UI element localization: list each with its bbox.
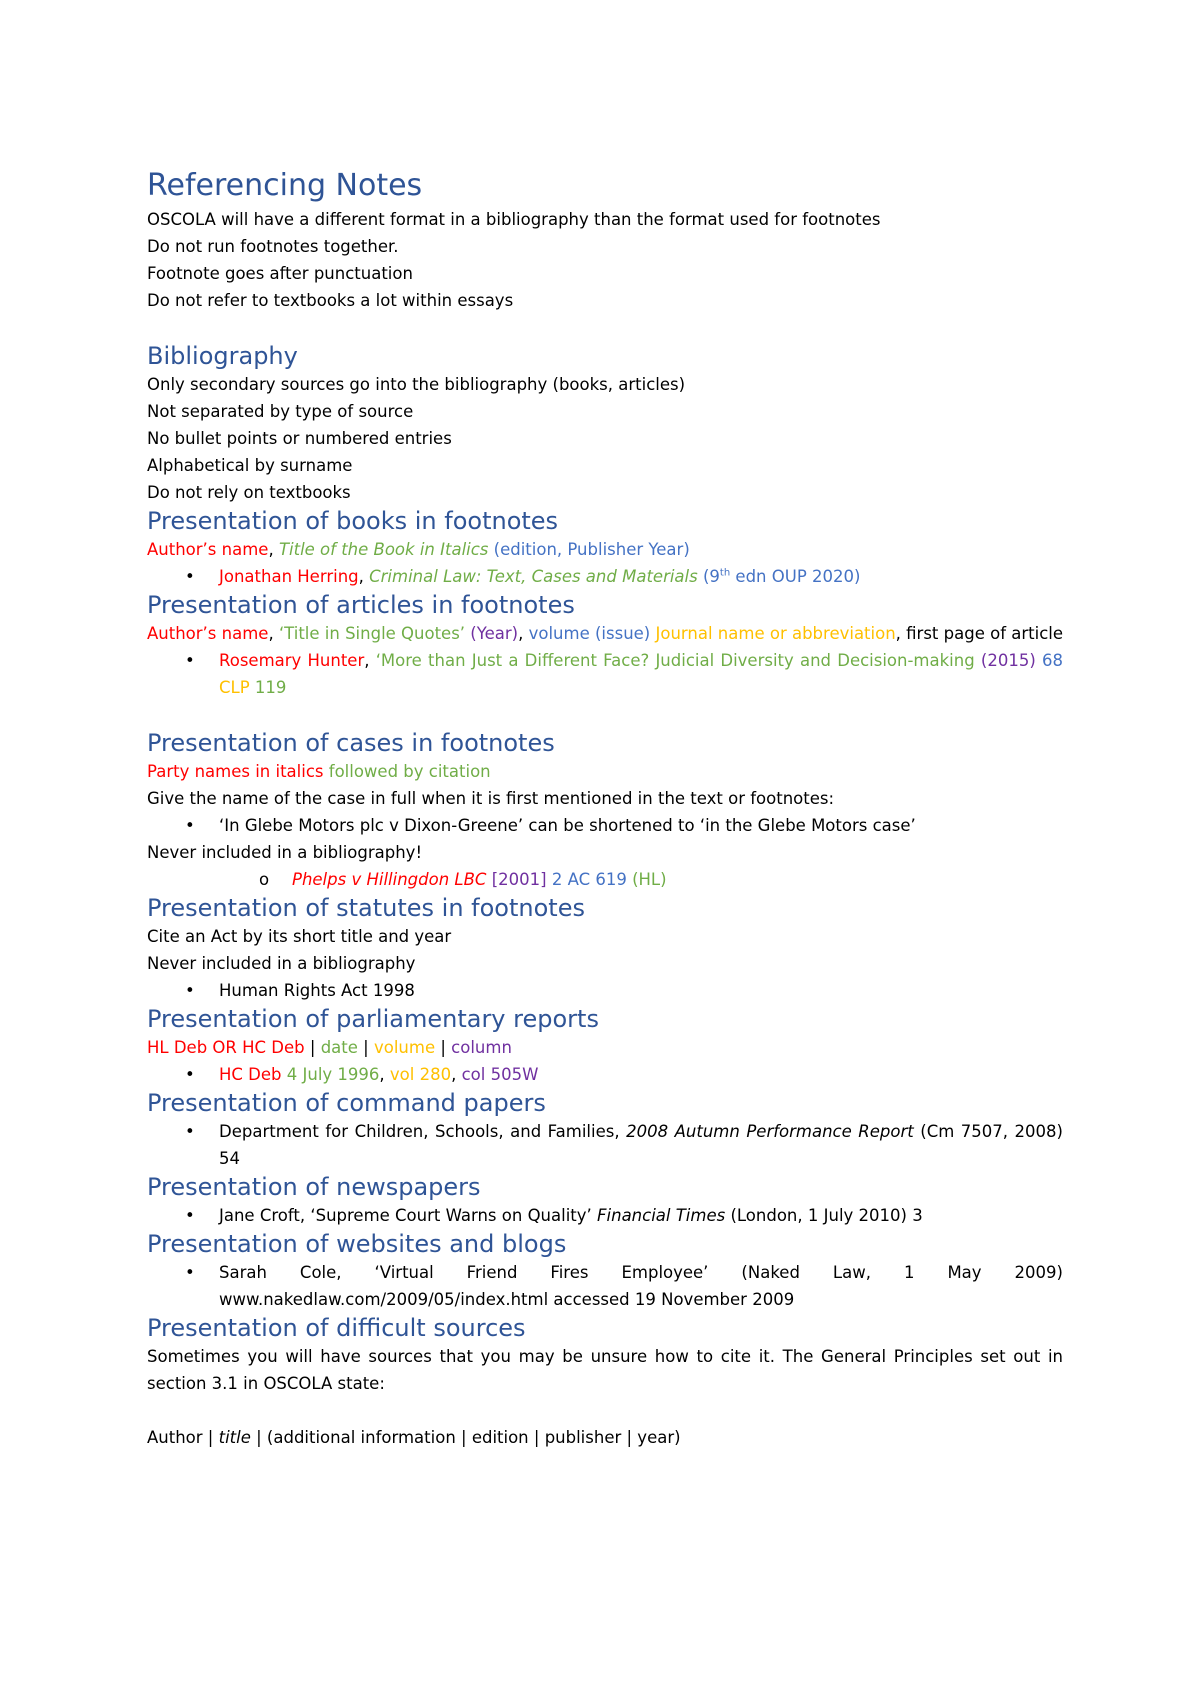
heading-articles: Presentation of articles in footnotes <box>147 591 575 619</box>
difficult-format <box>147 1424 1063 1451</box>
cases-line: Never included in a bibliography! <box>147 843 423 862</box>
sep: , <box>364 651 376 670</box>
intro-line: OSCOLA will have a different format in a bibliography than the format used for footnotes <box>147 210 881 229</box>
fmt-publisher: (edition, Publisher Year) <box>488 540 690 559</box>
heading-books: Presentation of books in footnotes <box>147 507 559 535</box>
ex-publisher <box>698 567 861 586</box>
cases-line: Give the name of the case in full when it is first mentioned in the text or footnotes: <box>147 789 835 808</box>
bibliography-line: No bullet points or numbered entries <box>147 429 452 448</box>
cases-example <box>147 866 1063 893</box>
parliament-example <box>147 1061 1063 1088</box>
ex-pub-a: (9 <box>697 567 720 586</box>
document-page <box>147 168 1063 1451</box>
ex-author: Jonathan Herring <box>219 567 359 586</box>
command-example <box>147 1118 1063 1172</box>
difficult-paragraph: Sometimes you will have sources that you may be unsure how to cite it. The General Principles set out in section 3.1 in OSCOLA state: <box>147 1347 1063 1393</box>
ex-text: Sarah Cole, ‘Virtual Friend Fires Employee’ (Naked Law, 1 May 2009) www.nakedlaw.com/2009/05/index.html accessed 19 November 2009 <box>219 1263 1063 1309</box>
spacer <box>147 1397 1063 1424</box>
fmt-volume: volume <box>373 1038 436 1057</box>
bibliography-line: Only secondary sources go into the bibliography (books, articles) <box>147 375 686 394</box>
page-title: Referencing Notes <box>147 168 423 203</box>
fmt-volume: volume (issue) <box>528 624 651 643</box>
ex-ref: 2 AC 619 <box>546 870 627 889</box>
fmt-year: (Year) <box>465 624 519 643</box>
fmt-title: ‘Title in Single Quotes’ <box>278 624 466 643</box>
ex-a: Jane Croft, ‘Supreme Court Warns on Quality’ <box>219 1206 598 1225</box>
heading-statutes: Presentation of statutes in footnotes <box>147 894 585 922</box>
ex-a: Department for Children, Schools, and Families, <box>219 1122 627 1141</box>
fmt-citation: followed by citation <box>323 762 491 781</box>
ex-title: ‘More than Just a Different Face? Judicial Diversity and Decision-making <box>375 651 975 670</box>
fmt-title: Title of the Book in Italics <box>278 540 489 559</box>
books-example <box>147 563 1063 590</box>
newspapers-example <box>147 1202 1063 1229</box>
parliament-format <box>147 1034 1063 1061</box>
sep: , <box>268 540 279 559</box>
fmt-author: Author’s name <box>147 624 269 643</box>
fmt-date: date <box>320 1038 358 1057</box>
books-format <box>147 536 1063 563</box>
bullet-icon: • <box>185 1122 195 1141</box>
bullet-text: Human Rights Act 1998 <box>219 981 415 1000</box>
fmt-author: Author’s name <box>147 540 269 559</box>
sep: , <box>268 624 279 643</box>
intro-line: Do not refer to textbooks a lot within essays <box>147 291 514 310</box>
fmt-rest: , first page of article <box>895 624 1064 643</box>
circle-bullet-icon: o <box>259 870 270 889</box>
fmt-a: Author | <box>147 1428 219 1447</box>
ex-pub-b: edn OUP 2020) <box>730 567 861 586</box>
intro-line: Do not run footnotes together. <box>147 237 399 256</box>
bullet-icon: • <box>185 981 195 1000</box>
bullet-icon: • <box>185 1206 195 1225</box>
cases-format <box>147 758 1063 785</box>
ex-title: Criminal Law: Text, Cases and Materials <box>369 567 698 586</box>
websites-example <box>147 1259 1063 1313</box>
bibliography-line: Do not rely on textbooks <box>147 483 351 502</box>
fmt-column: column <box>451 1038 512 1057</box>
ex-year: (2015) <box>974 651 1036 670</box>
statutes-bullet <box>147 977 1063 1004</box>
heading-bibliography: Bibliography <box>147 342 298 370</box>
ex-court: (HL) <box>626 870 667 889</box>
articles-format <box>147 620 1063 647</box>
bibliography-line: Alphabetical by surname <box>147 456 353 475</box>
pipe: | <box>304 1038 321 1057</box>
sep: , <box>358 567 370 586</box>
fmt-debate: HL Deb OR HC Deb <box>147 1038 305 1057</box>
heading-websites: Presentation of websites and blogs <box>147 1230 567 1258</box>
bullet-icon: • <box>185 1263 195 1282</box>
ex-year: [2001] <box>486 870 547 889</box>
heading-newspapers: Presentation of newspapers <box>147 1173 481 1201</box>
cases-bullet <box>147 812 1063 839</box>
ex-b: (Cm 7507, 2008) 54 <box>219 1122 1063 1168</box>
bullet-icon: • <box>185 1065 195 1084</box>
heading-difficult: Presentation of difficult sources <box>147 1314 526 1342</box>
fmt-journal: Journal name or abbreviation <box>650 624 896 643</box>
bullet-icon: • <box>185 651 195 670</box>
ex-author: Rosemary Hunter <box>219 651 365 670</box>
statutes-line: Never included in a bibliography <box>147 954 416 973</box>
bullet-icon: • <box>185 816 195 835</box>
ex-journal: CLP <box>219 678 250 697</box>
ex-date: 4 July 1996 <box>281 1065 380 1084</box>
heading-parliament: Presentation of parliamentary reports <box>147 1005 599 1033</box>
bibliography-line: Not separated by type of source <box>147 402 414 421</box>
ex-column: col 505W <box>461 1065 539 1084</box>
heading-command: Presentation of command papers <box>147 1089 546 1117</box>
statutes-line: Cite an Act by its short title and year <box>147 927 452 946</box>
heading-cases: Presentation of cases in footnotes <box>147 729 555 757</box>
sep: , <box>451 1065 462 1084</box>
ex-sup: th <box>719 567 731 579</box>
sep: , <box>379 1065 390 1084</box>
fmt-party: Party names in italics <box>147 762 324 781</box>
bullet-icon: • <box>185 567 195 586</box>
ex-b: (London, 1 July 2010) 3 <box>725 1206 923 1225</box>
intro-line: Footnote goes after punctuation <box>147 264 413 283</box>
ex-volume: vol 280 <box>389 1065 452 1084</box>
spacer <box>147 314 1063 341</box>
ex-title: 2008 Autumn Performance Report <box>626 1122 914 1141</box>
ex-page: 119 <box>249 678 287 697</box>
spacer <box>147 701 1063 728</box>
pipe: | <box>435 1038 452 1057</box>
ex-name: Phelps v Hillingdon LBC <box>292 870 487 889</box>
bullet-text: ‘In Glebe Motors plc v Dixon-Greene’ can be shortened to ‘in the Glebe Motors case’ <box>219 816 916 835</box>
sep: , <box>518 624 529 643</box>
ex-title: Financial Times <box>597 1206 726 1225</box>
pipe: | <box>357 1038 374 1057</box>
ex-debate: HC Deb <box>219 1065 282 1084</box>
fmt-title: title <box>218 1428 251 1447</box>
fmt-b: | (additional information | edition | publisher | year) <box>250 1428 681 1447</box>
ex-volume: 68 <box>1035 651 1063 670</box>
articles-example <box>147 647 1063 701</box>
